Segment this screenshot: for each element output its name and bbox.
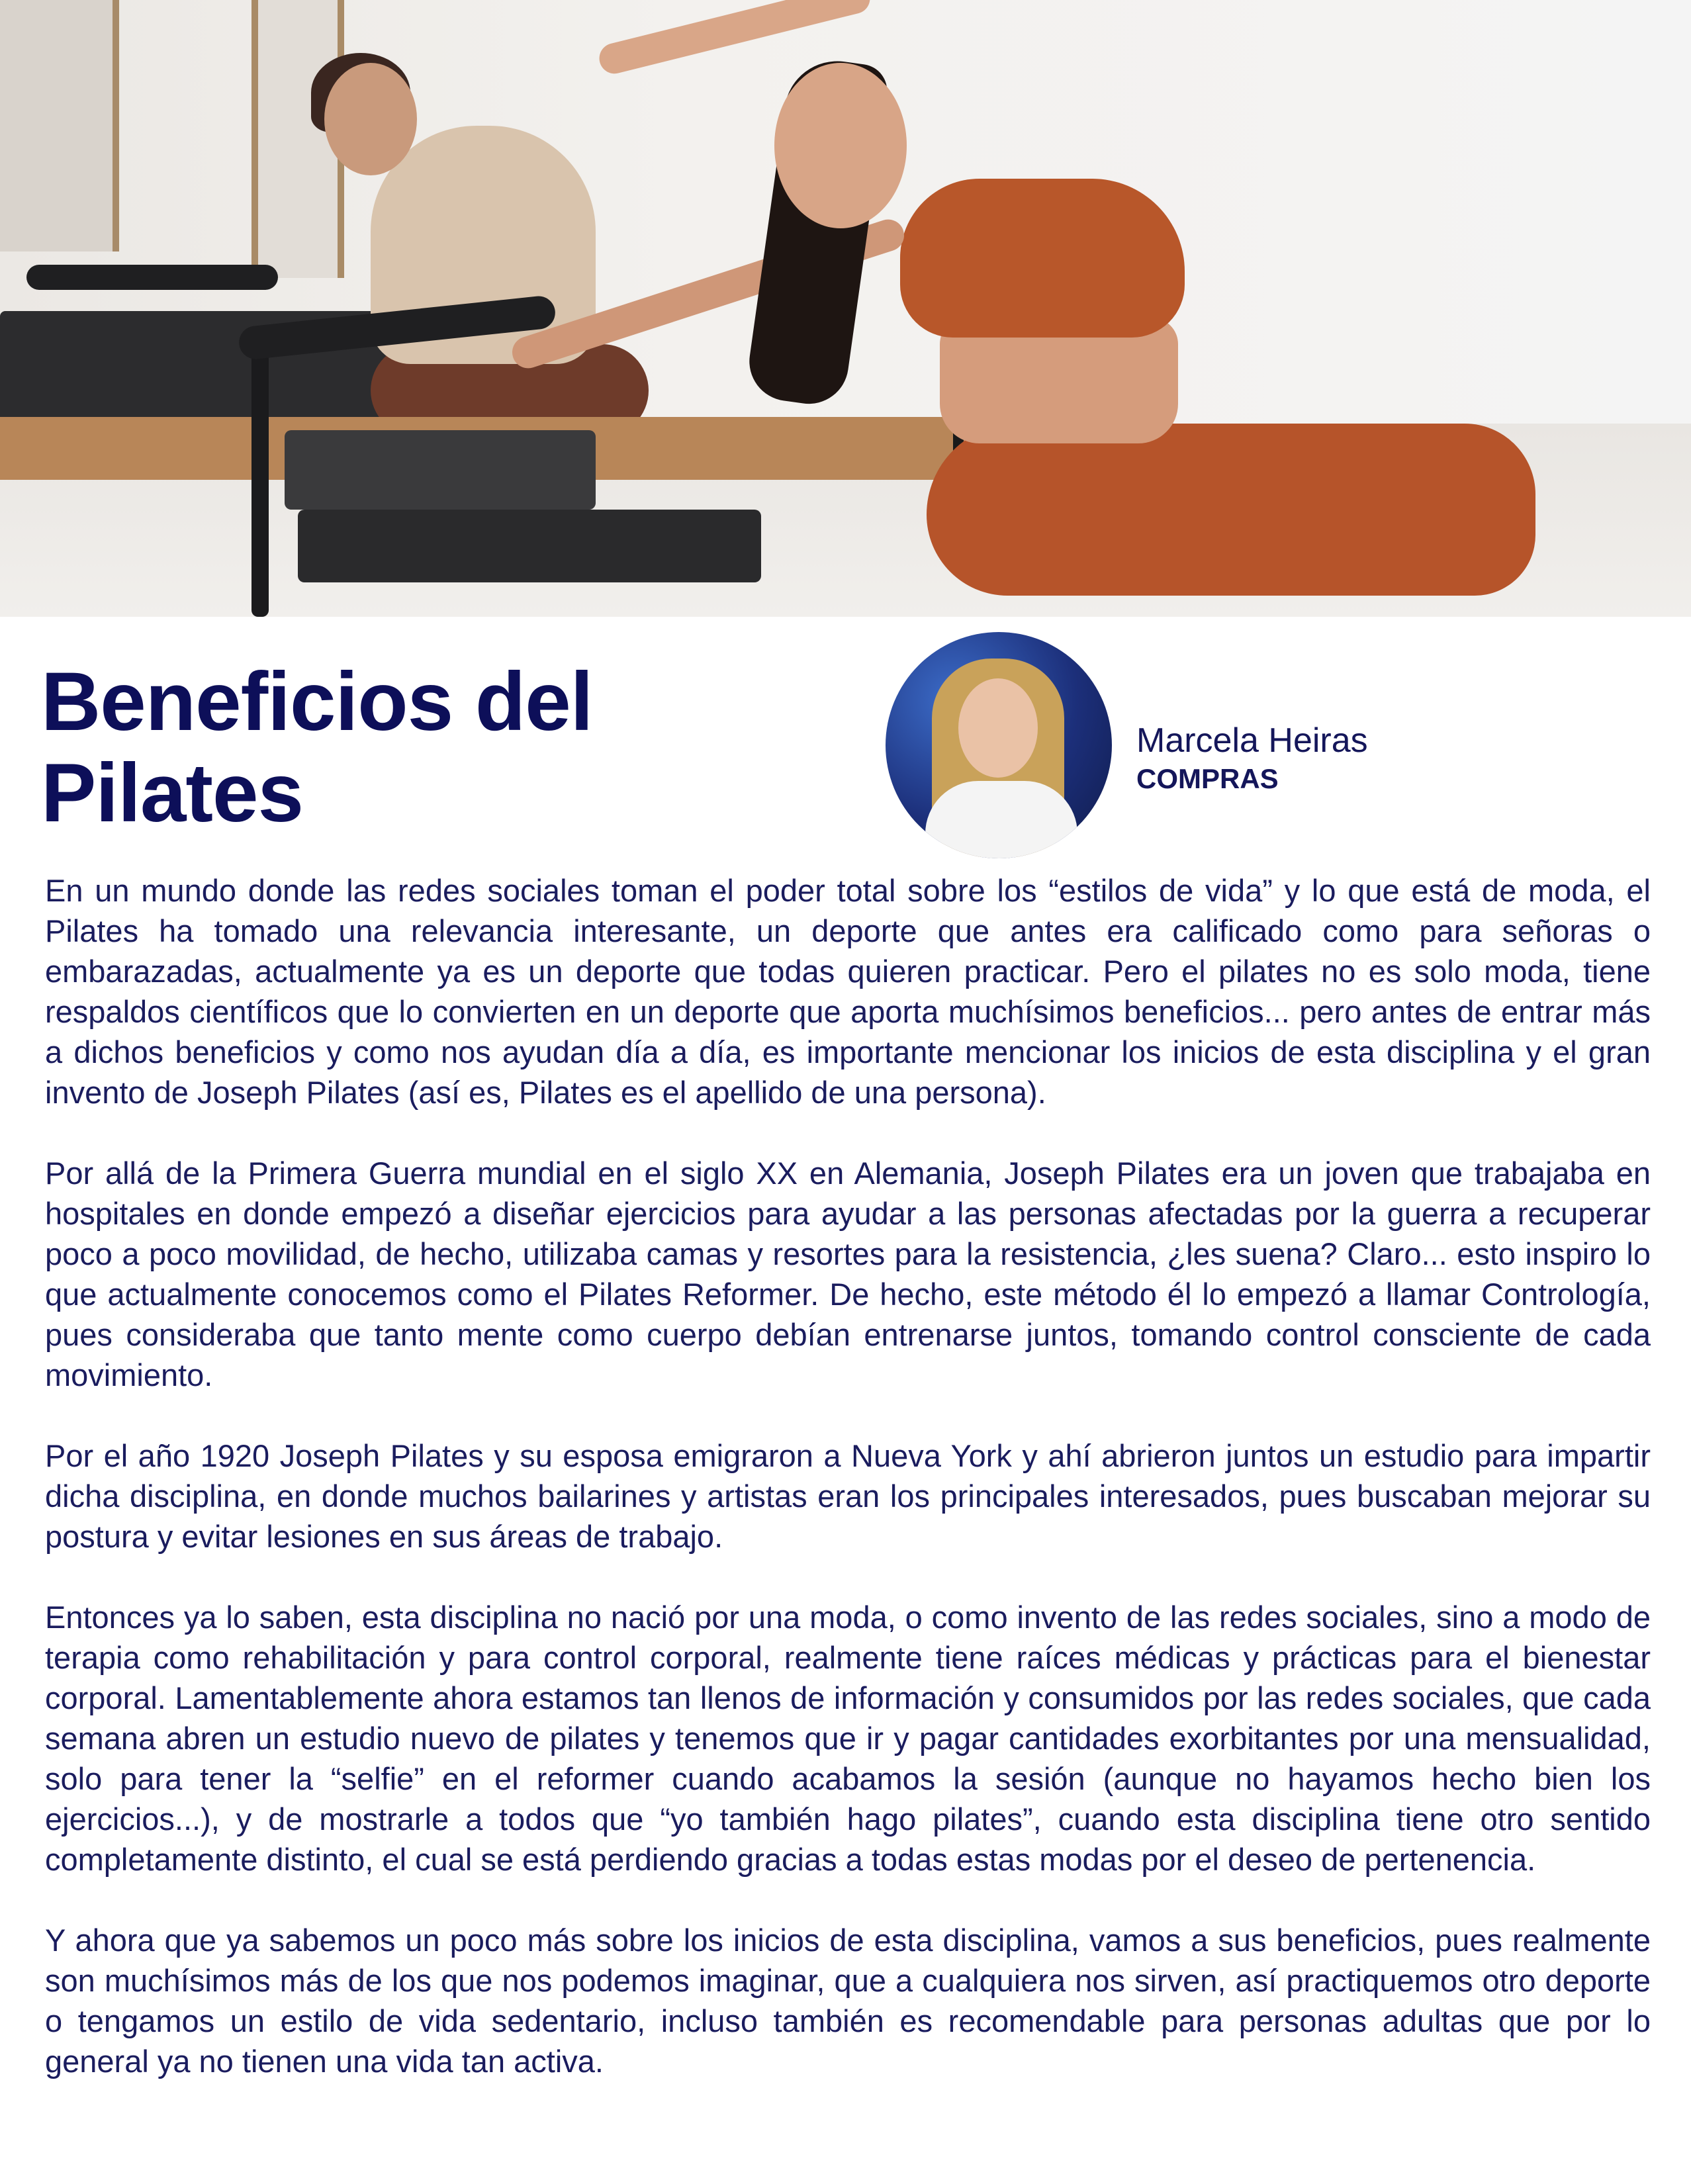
hero-photo [0, 0, 1691, 617]
avatar-shirt [925, 781, 1077, 858]
reformer-bar [26, 265, 278, 290]
paragraph: Por el año 1920 Joseph Pilates y su esposa emigraron a Nueva York y ahí abrieron juntos un estudio para impartir dicha disciplina, en donde muchos bailarines y artistas eran los principales interesados, pues buscaban mejorar su postura y evitar lesiones en sus áreas de trabajo. [45, 1438, 1651, 1554]
paragraph: Y ahora que ya sabemos un poco más sobre los inicios de esta disciplina, vamos a sus beneficios, pues realmente son muchísimos más de los que nos podemos imaginar, que a cualquiera nos sirven, así practiquemos otro deporte o tengamos un estilo de vida sedentario, incluso también es recomendable para personas adultas que por lo general ya no tienen una vida tan activa. [45, 1923, 1651, 2079]
article-title-line1: Beneficios del [41, 656, 593, 748]
author-name: Marcela Heiras [1136, 721, 1368, 760]
reformer-pad [285, 430, 596, 510]
author-avatar [886, 632, 1112, 858]
article-body [45, 870, 1651, 2122]
author-role: COMPRAS [1136, 763, 1279, 794]
person-sports-top [900, 179, 1185, 338]
reformer-post [251, 331, 269, 617]
article-title [41, 657, 835, 839]
person-legs [927, 424, 1535, 596]
article-title-line2: Pilates [41, 747, 304, 839]
person-head [324, 63, 417, 175]
reformer-pad [298, 510, 761, 582]
person-head [774, 63, 907, 228]
mirror-frame [0, 0, 119, 251]
paragraph: Por allá de la Primera Guerra mundial en el siglo XX en Alemania, Joseph Pilates era un joven que trabajaba en hospitales en donde empezó a diseñar ejercicios para ayudar a las personas afectadas por la guerra a recuperar poco a poco movilidad, de hecho, utilizaba camas y resortes para la resistencia, ¿les suena? Claro... esto inspiro lo que actualmente conocemos como el Pilates Reformer. De hecho, este método él lo empezó a llamar Contrología, pues consideraba que tanto mente como cuerpo debían entrenarse juntos, tomando control consciente de cada movimiento. [45, 1156, 1651, 1392]
paragraph: Entonces ya lo saben, esta disciplina no nació por una moda, o como invento de las redes sociales, sino a modo de terapia como rehabilitación y para control corporal, realmente tiene raíces médicas y prácticas para el bienestar corporal. Lamentablemente ahora estamos tan llenos de información y consumidos por las redes sociales, que cada semana abren un estudio nuevo de pilates y tenemos que ir y pagar cantidades exorbitantes por una mensualidad, solo para tener la “selfie” en el reformer cuando acabamos la sesión (aunque no hayamos hecho bien los ejercicios...), y de mostrarle a todos que “yo también hago pilates”, cuando esta disciplina tiene otro sentido completamente distinto, el cual se está perdiendo gracias a todas estas modas por el deseo de pertenencia. [45, 1600, 1651, 1877]
avatar-face [958, 678, 1038, 778]
paragraph: En un mundo donde las redes sociales toman el poder total sobre los “estilos de vida” y lo que está de moda, el Pilates ha tomado una relevancia interesante, un deporte que antes era calificado como para señoras o embarazadas, actualmente ya es un deporte que todas quieren practicar. Pero el pilates no es solo moda, tiene respaldos científicos que lo convierten en un deporte que aporta muchísimos beneficios... pero antes de entrar más a dichos beneficios y como nos ayudan día a día, es importante mencionar los inicios de esta disciplina y el gran invento de Joseph Pilates (así es, Pilates es el apellido de una persona). [45, 873, 1651, 1110]
